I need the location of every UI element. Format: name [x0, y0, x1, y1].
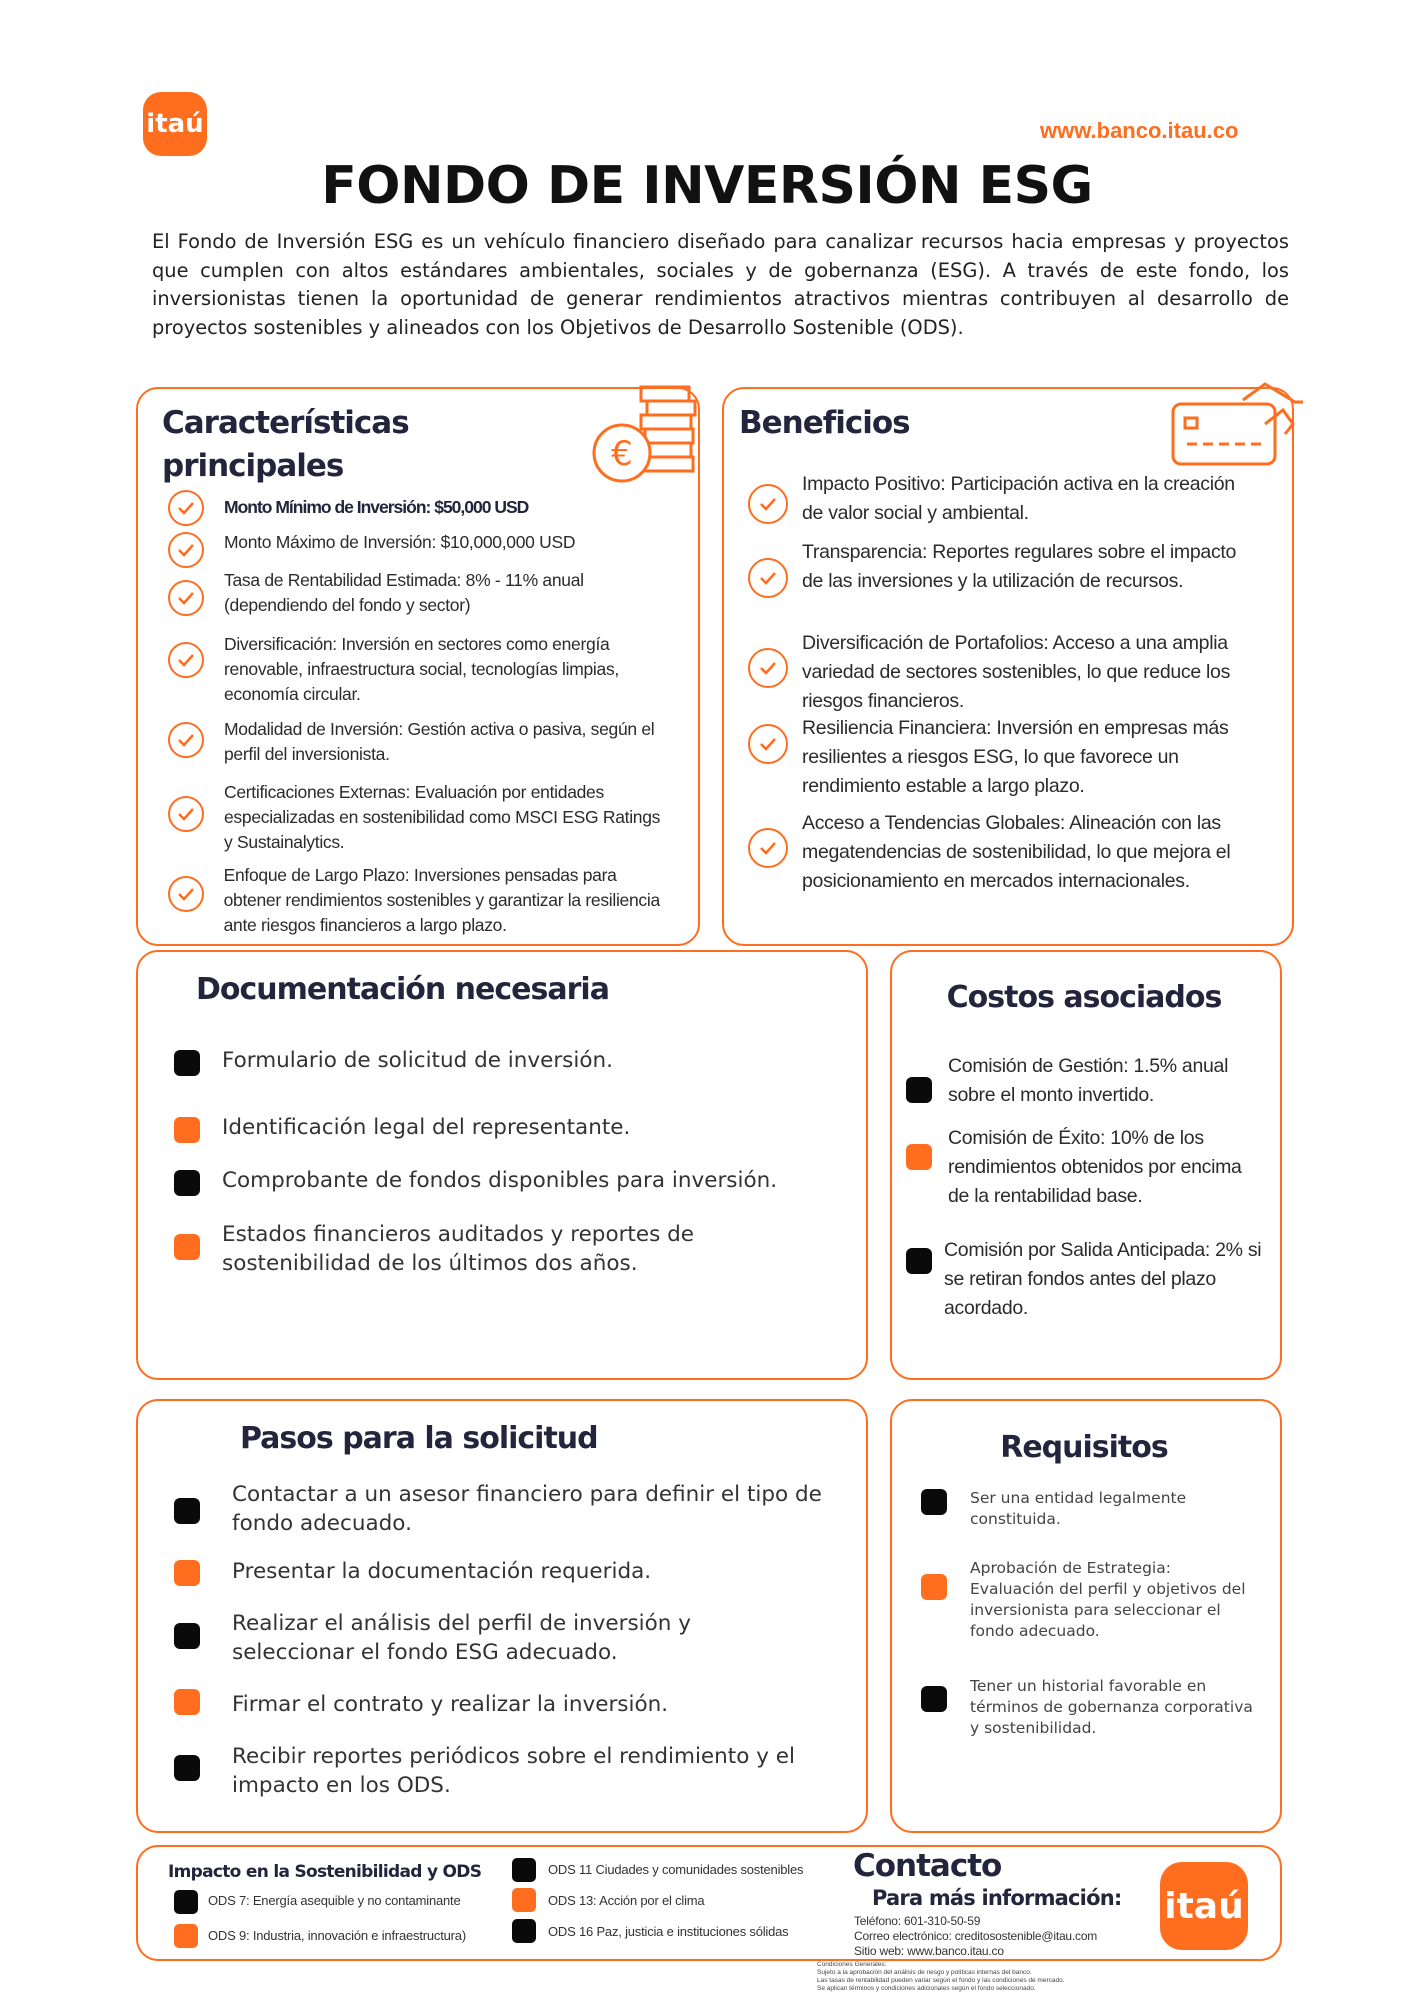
bullet-square — [174, 1755, 200, 1781]
ods-item: ODS 13: Acción por el clima — [548, 1893, 705, 1908]
documentation-title: Documentación necesaria — [196, 972, 609, 1007]
benefits-title: Beneficios — [739, 405, 910, 441]
benefit-item: Acceso a Tendencias Globales: Alineación con las megatendencias de sostenibilidad, lo que mejora el posicionamiento en mercados internacionales. — [748, 828, 1268, 896]
contact-phone: Teléfono: 601-310-50-59 — [854, 1914, 981, 1928]
bullet-square — [921, 1686, 947, 1712]
svg-text:€: € — [611, 434, 633, 474]
benefit-item: Impacto Positivo: Participación activa en la creación de valor social y ambiental. — [748, 484, 1268, 528]
ods-item: ODS 9: Industria, innovación e infraestructura) — [208, 1928, 466, 1943]
check-circle-icon — [168, 532, 204, 568]
itau-logo-footer: itaú — [1160, 1862, 1248, 1950]
contact-subtitle: Para más información: — [872, 1886, 1122, 1910]
bullet-square — [174, 1498, 200, 1524]
requirement-item: Ser una entidad legalmente constituida. — [970, 1489, 1187, 1528]
contact-email[interactable]: Correo electrónico: creditosostenible@itau.com — [854, 1929, 1098, 1943]
check-circle-icon — [168, 722, 204, 758]
card-payment-icon — [1165, 380, 1305, 470]
itau-logo: itaú — [143, 92, 207, 156]
bullet-square — [174, 1117, 200, 1143]
step-item: Presentar la documentación requerida. — [232, 1559, 652, 1584]
feature-item: Modalidad de Inversión: Gestión activa o pasiva, según el perfil del inversionista. — [168, 722, 668, 767]
documentation-box — [136, 950, 868, 1380]
feature-item: Tasa de Rentabilidad Estimada: 8% - 11% anual (dependiendo del fondo y sector) — [168, 580, 668, 618]
page-title: FONDO DE INVERSIÓN ESG — [321, 156, 1093, 216]
benefit-item: Resiliencia Financiera: Inversión en empresas más resilientes a riesgos ESG, lo que favorece un rendimiento estable a largo plazo. — [748, 724, 1268, 801]
benefit-item: Diversificación de Portafolios: Acceso a una amplia variedad de sectores sostenibles, lo que reduce los riesgos financieros. — [748, 648, 1268, 716]
features-title: Características principales — [162, 405, 409, 484]
check-circle-icon — [168, 490, 204, 526]
requirement-item: Aprobación de Estrategia: Evaluación del perfil y objetivos del inversionista para seleccionar el fondo adecuado. — [970, 1559, 1246, 1640]
step-item: Firmar el contrato y realizar la inversión. — [232, 1692, 669, 1717]
bullet-square — [174, 1890, 198, 1914]
bullet-square — [512, 1919, 536, 1943]
bullet-square — [921, 1489, 947, 1515]
bullet-square — [174, 1050, 200, 1076]
step-item: Realizar el análisis del perfil de inversión y seleccionar el fondo ESG adecuado. — [232, 1611, 691, 1665]
bullet-square — [512, 1858, 536, 1882]
feature-item: Monto Mínimo de Inversión: $50,000 USD — [168, 490, 668, 526]
costs-title: Costos asociados — [946, 980, 1222, 1015]
bullet-square — [512, 1888, 536, 1912]
check-circle-icon — [748, 828, 788, 868]
requirement-item: Tener un historial favorable en términos de gobernanza corporativa y sostenibilidad. — [970, 1677, 1253, 1737]
check-circle-icon — [748, 484, 788, 524]
check-circle-icon — [168, 796, 204, 832]
steps-title: Pasos para la solicitud — [240, 1421, 598, 1456]
ods-title: Impacto en la Sostenibilidad y ODS — [168, 1862, 482, 1882]
ods-item: ODS 16 Paz, justicia e instituciones sólidas — [548, 1924, 789, 1939]
intro-paragraph: El Fondo de Inversión ESG es un vehículo financiero diseñado para canalizar recursos hacia empresas y proyectos que cumplen con altos estándares ambientales, sociales y de gobernanza (ESG). A través de este fondo, los inversionistas tienen la oportunidad de generar rendimientos atractivos mientras contribuyen al desarrollo de proyectos sostenibles y alineados con los Objetivos de Desarrollo Sostenible (ODS). — [152, 230, 1289, 339]
bullet-square — [174, 1560, 200, 1586]
documentation-item: Comprobante de fondos disponibles para inversión. — [222, 1168, 778, 1193]
website-link[interactable]: www.banco.itau.co — [1040, 118, 1239, 143]
bullet-square — [906, 1144, 932, 1170]
ods-item: ODS 11 Ciudades y comunidades sostenibles — [548, 1862, 804, 1877]
check-circle-icon — [168, 876, 204, 912]
documentation-item: Identificación legal del representante. — [222, 1115, 631, 1140]
contact-title: Contacto — [853, 1848, 1002, 1884]
bullet-square — [174, 1234, 200, 1260]
check-circle-icon — [748, 724, 788, 764]
feature-item: Enfoque de Largo Plazo: Inversiones pensadas para obtener rendimientos sostenibles y garantizar la resiliencia ante riesgos financieros a largo plazo. — [168, 876, 668, 938]
bullet-square — [174, 1623, 200, 1649]
cost-item: Comisión por Salida Anticipada: 2% si se retiran fondos antes del plazo acordado. — [944, 1239, 1262, 1319]
check-circle-icon — [748, 558, 788, 598]
benefit-item: Transparencia: Reportes regulares sobre el impacto de las inversiones y la utilización de recursos. — [748, 558, 1268, 598]
documentation-item: Formulario de solicitud de inversión. — [222, 1048, 613, 1073]
feature-item: Monto Máximo de Inversión: $10,000,000 USD — [168, 532, 668, 568]
bullet-square — [174, 1170, 200, 1196]
requirements-title: Requisitos — [1000, 1430, 1168, 1465]
step-item: Recibir reportes periódicos sobre el rendimiento y el impacto en los ODS. — [232, 1744, 795, 1798]
check-circle-icon — [748, 648, 788, 688]
documentation-item: Estados financieros auditados y reportes de sostenibilidad de los últimos dos años. — [222, 1222, 695, 1276]
feature-item: Diversificación: Inversión en sectores como energía renovable, infraestructura social, tecnologías limpias, economía circular. — [168, 642, 668, 707]
step-item: Contactar a un asesor financiero para definir el tipo de fondo adecuado. — [232, 1482, 822, 1536]
ods-item: ODS 7: Energía asequible y no contaminante — [208, 1893, 461, 1908]
bullet-square — [921, 1574, 947, 1600]
contact-web[interactable]: Sitio web: www.banco.itau.co — [854, 1944, 1004, 1958]
check-circle-icon — [168, 642, 204, 678]
cost-item: Comisión de Éxito: 10% de los rendimientos obtenidos por encima de la rentabilidad base. — [948, 1127, 1242, 1207]
feature-item: Certificaciones Externas: Evaluación por entidades especializadas en sostenibilidad como MSCI ESG Ratings y Sustainalytics. — [168, 796, 668, 855]
bullet-square — [906, 1077, 932, 1103]
coins-euro-icon — [585, 383, 700, 483]
bullet-square — [174, 1924, 198, 1948]
cost-item: Comisión de Gestión: 1.5% anual sobre el monto invertido. — [948, 1055, 1229, 1106]
bullet-square — [906, 1248, 932, 1274]
check-circle-icon — [168, 580, 204, 616]
bullet-square — [174, 1689, 200, 1715]
general-conditions: Condiciones Generales: Sujeto a la aprobación del análisis de riesgo y políticas internas del banco. Las tasas de rentabilidad pueden variar según el fondo y las condiciones de mercado. Se aplican términos y condiciones adicionales según el fondo seleccionado. — [817, 1961, 1065, 1992]
